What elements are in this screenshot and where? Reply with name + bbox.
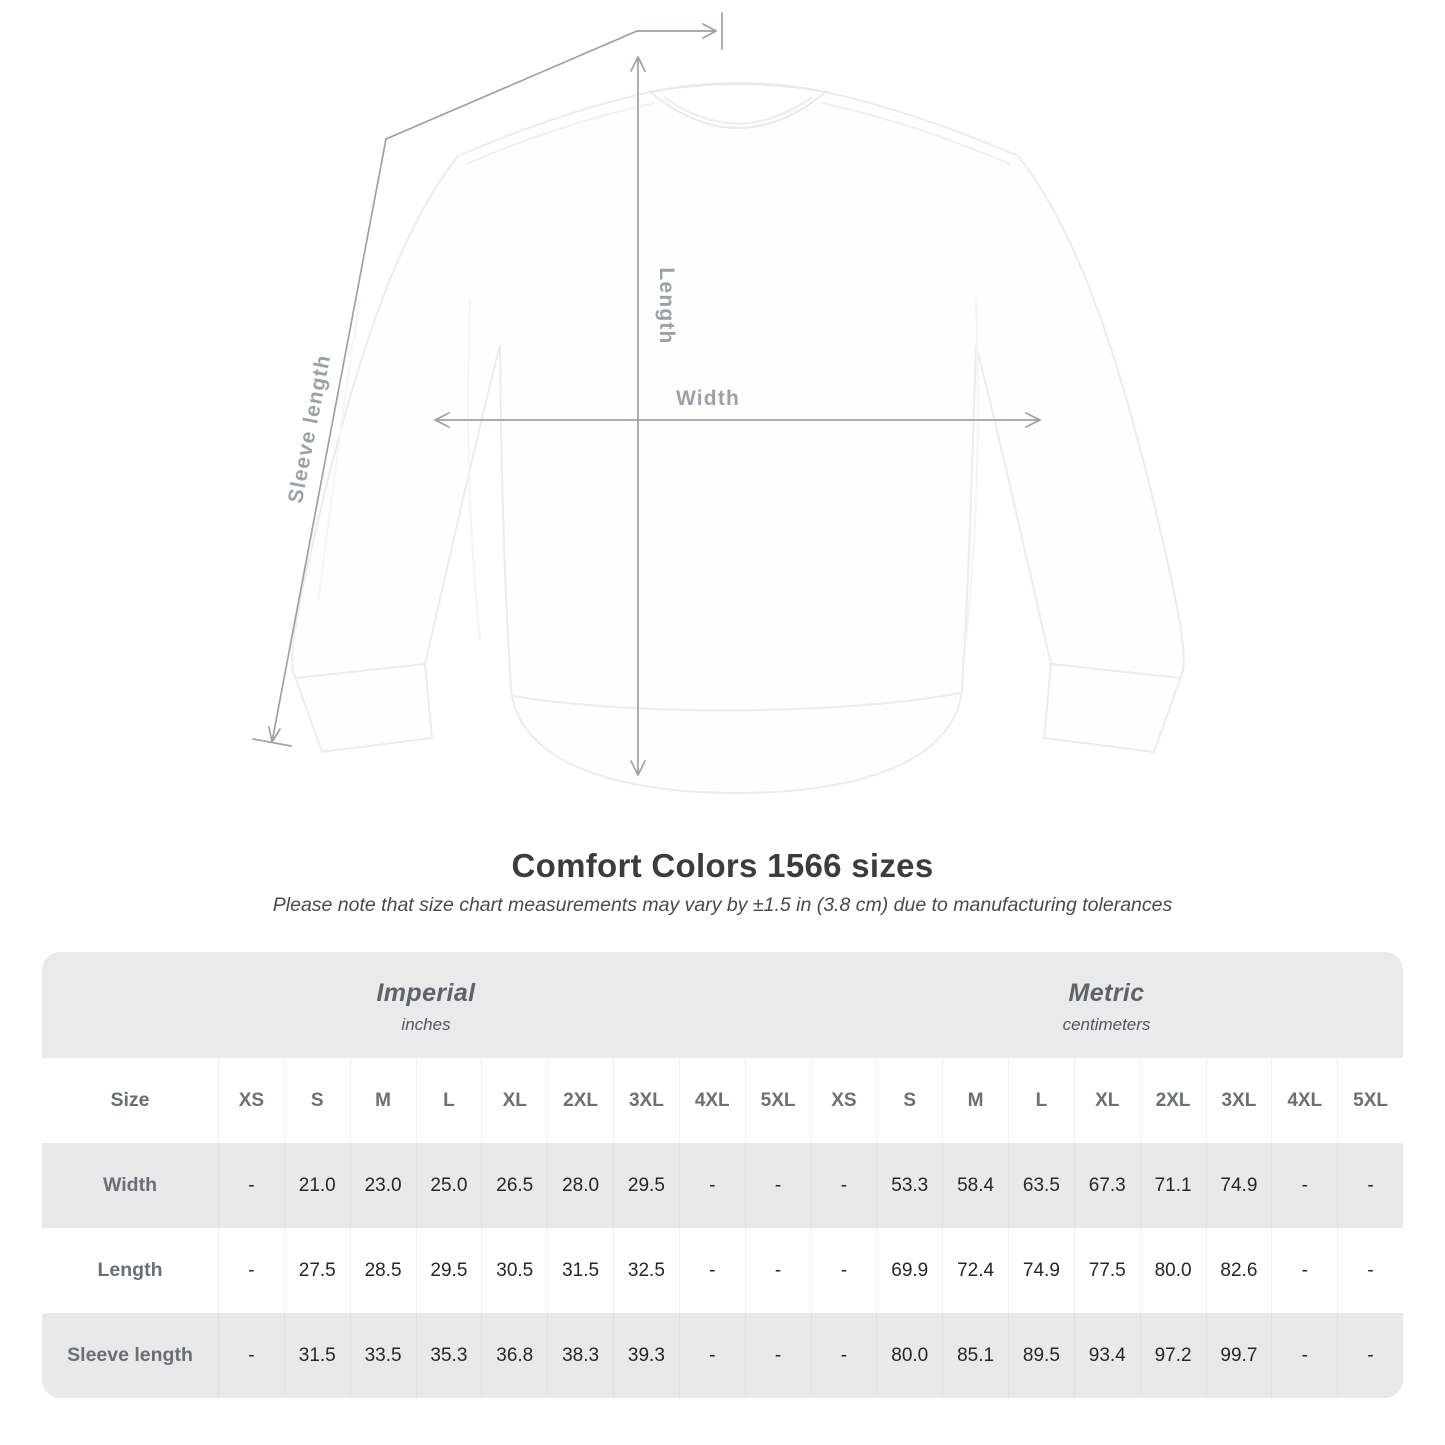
value-cell: 36.8 xyxy=(481,1313,547,1398)
value-cell: 28.5 xyxy=(350,1228,416,1313)
size-col-metric-s: S xyxy=(876,1058,942,1143)
value-cell: 30.5 xyxy=(481,1228,547,1313)
size-col-imperial-4xl: 4XL xyxy=(679,1058,745,1143)
value-cell: - xyxy=(218,1313,284,1398)
size-col-metric-5xl: 5XL xyxy=(1337,1058,1403,1143)
value-cell: 69.9 xyxy=(876,1228,942,1313)
value-cell: 23.0 xyxy=(350,1143,416,1228)
value-cell: 33.5 xyxy=(350,1313,416,1398)
size-col-imperial-3xl: 3XL xyxy=(613,1058,679,1143)
value-cell: 77.5 xyxy=(1074,1228,1140,1313)
imperial-band xyxy=(42,952,810,1058)
value-cell: - xyxy=(218,1228,284,1313)
value-cell: 29.5 xyxy=(613,1143,679,1228)
imperial-heading: Imperial xyxy=(376,979,476,1007)
row-label: Length xyxy=(97,1259,163,1281)
value-cell: 85.1 xyxy=(942,1313,1008,1398)
row-label: Sleeve length xyxy=(67,1344,193,1366)
value-cell: 26.5 xyxy=(481,1143,547,1228)
value-cell: 25.0 xyxy=(416,1143,482,1228)
width-label: Width xyxy=(675,387,741,410)
value-cell: - xyxy=(745,1228,811,1313)
value-cell: 99.7 xyxy=(1206,1313,1272,1398)
value-cell: 29.5 xyxy=(416,1228,482,1313)
size-col-imperial-2xl: 2XL xyxy=(547,1058,613,1143)
value-cell: - xyxy=(1337,1143,1403,1228)
value-cell: 67.3 xyxy=(1074,1143,1140,1228)
size-col-imperial-xs: XS xyxy=(218,1058,284,1143)
value-cell: 72.4 xyxy=(942,1228,1008,1313)
measurement-row xyxy=(42,1143,1403,1228)
value-cell: 80.0 xyxy=(1140,1228,1206,1313)
size-col-metric-4xl: 4XL xyxy=(1271,1058,1337,1143)
value-cell: - xyxy=(1271,1143,1337,1228)
value-cell: - xyxy=(679,1228,745,1313)
value-cell: - xyxy=(1337,1313,1403,1398)
value-cell: 80.0 xyxy=(876,1313,942,1398)
measurement-row xyxy=(42,1313,1403,1398)
metric-band xyxy=(810,952,1403,1058)
value-cell: 35.3 xyxy=(416,1313,482,1398)
size-col-imperial-5xl: 5XL xyxy=(745,1058,811,1143)
value-cell: 74.9 xyxy=(1206,1143,1272,1228)
unit-band xyxy=(42,952,1403,1058)
value-cell: 28.0 xyxy=(547,1143,613,1228)
value-cell: 58.4 xyxy=(942,1143,1008,1228)
value-cell: - xyxy=(1271,1228,1337,1313)
size-chart-table xyxy=(42,952,1403,1398)
value-cell: 38.3 xyxy=(547,1313,613,1398)
value-cell: 53.3 xyxy=(876,1143,942,1228)
metric-heading: Metric xyxy=(1068,979,1145,1007)
size-col-imperial-s: S xyxy=(284,1058,350,1143)
size-col-imperial-l: L xyxy=(416,1058,482,1143)
value-cell: - xyxy=(218,1143,284,1228)
row-label: Width xyxy=(103,1174,157,1196)
length-label: Length xyxy=(655,267,678,345)
value-cell: 93.4 xyxy=(1074,1313,1140,1398)
value-cell: 97.2 xyxy=(1140,1313,1206,1398)
value-cell: 27.5 xyxy=(284,1228,350,1313)
value-cell: - xyxy=(811,1143,877,1228)
value-cell: 82.6 xyxy=(1206,1228,1272,1313)
sweatshirt-illustration xyxy=(292,83,1183,793)
size-chart-grid xyxy=(42,1058,1403,1398)
tolerance-note: Please note that size chart measurements may vary by ±1.5 in (3.8 cm) due to manufacturing tolerances xyxy=(272,894,1173,916)
size-col-imperial-m: M xyxy=(350,1058,416,1143)
sleeve-length-label: Sleeve length xyxy=(283,352,336,506)
size-col-metric-xs: XS xyxy=(811,1058,877,1143)
measurement-row xyxy=(42,1228,1403,1313)
size-col-metric-m: M xyxy=(942,1058,1008,1143)
size-col-metric-xl: XL xyxy=(1074,1058,1140,1143)
size-column-label: Size xyxy=(110,1089,150,1111)
value-cell: - xyxy=(745,1143,811,1228)
page-title: Comfort Colors 1566 sizes xyxy=(511,847,934,884)
metric-unit: centimeters xyxy=(1062,1015,1151,1034)
value-cell: 74.9 xyxy=(1008,1228,1074,1313)
value-cell: - xyxy=(1271,1313,1337,1398)
imperial-unit: inches xyxy=(401,1015,451,1034)
size-col-metric-2xl: 2XL xyxy=(1140,1058,1206,1143)
value-cell: - xyxy=(1337,1228,1403,1313)
value-cell: - xyxy=(679,1143,745,1228)
value-cell: 21.0 xyxy=(284,1143,350,1228)
value-cell: - xyxy=(679,1313,745,1398)
value-cell: - xyxy=(745,1313,811,1398)
value-cell: 31.5 xyxy=(547,1228,613,1313)
value-cell: 31.5 xyxy=(284,1313,350,1398)
size-col-imperial-xl: XL xyxy=(481,1058,547,1143)
value-cell: 32.5 xyxy=(613,1228,679,1313)
value-cell: - xyxy=(811,1228,877,1313)
value-cell: 89.5 xyxy=(1008,1313,1074,1398)
value-cell: - xyxy=(811,1313,877,1398)
title-block xyxy=(0,846,1445,918)
value-cell: 71.1 xyxy=(1140,1143,1206,1228)
size-header-row xyxy=(42,1058,1403,1143)
value-cell: 63.5 xyxy=(1008,1143,1074,1228)
value-cell: 39.3 xyxy=(613,1313,679,1398)
size-col-metric-3xl: 3XL xyxy=(1206,1058,1272,1143)
size-col-metric-l: L xyxy=(1008,1058,1074,1143)
